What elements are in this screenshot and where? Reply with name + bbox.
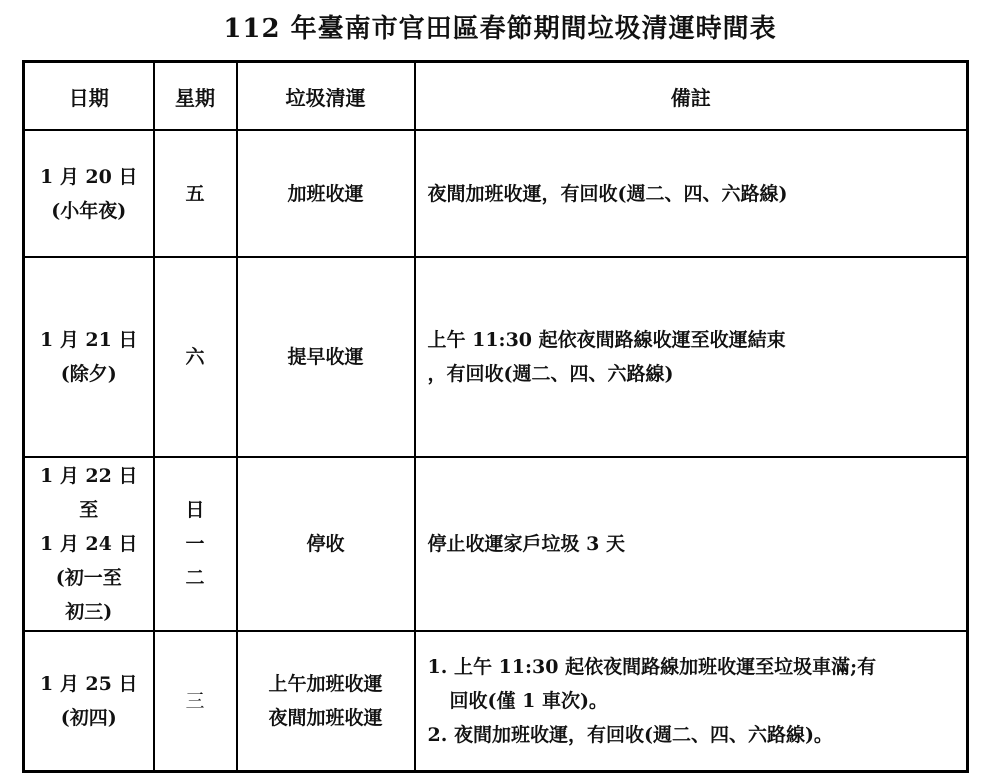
collection-cell: 停收: [237, 457, 415, 631]
weekday-cell: 三: [154, 631, 237, 772]
date-text: 1 月 22 日: [39, 465, 138, 487]
note-cell: [415, 457, 968, 631]
collection-cell: [237, 631, 415, 772]
collection-text: 夜間加班收運: [268, 707, 383, 729]
date-cell: [24, 257, 154, 457]
table-header-row: [24, 62, 968, 131]
table-row: [24, 130, 968, 257]
weekday-cell: 五: [154, 130, 237, 257]
header-notes: 備註: [415, 62, 968, 131]
page-title: 112 年臺南市官田區春節期間垃圾清運時間表: [223, 14, 777, 44]
weekday-text: 日: [185, 499, 205, 521]
date-text: 1 月 25 日: [39, 673, 138, 695]
weekday-text: 二: [185, 567, 205, 589]
date-cell: [24, 130, 154, 257]
collection-cell: 加班收運: [237, 130, 415, 257]
header-date: 日期: [24, 62, 154, 131]
date-subtext: (初一至: [55, 567, 122, 589]
header-weekday: 星期: [154, 62, 237, 131]
date-subtext: (小年夜): [51, 199, 127, 222]
note-text: 上午 11:30 起依夜間路線收運至收運結束: [427, 329, 786, 351]
note-list-item: 1. 上午 11:30 起依夜間路線加班收運至垃圾車滿;有: [427, 656, 877, 678]
date-subtext: (初四): [60, 707, 117, 729]
weekday-cell: 六: [154, 257, 237, 457]
table-row: [24, 631, 968, 772]
table-row: [24, 457, 968, 631]
weekday-cell: [154, 457, 237, 631]
collection-cell: 提早收運: [237, 257, 415, 457]
note-cell: [415, 631, 968, 772]
date-text: 1 月 20 日: [39, 165, 138, 188]
date-subtext: 初三): [65, 601, 113, 623]
note-text: 停止收運家戶垃圾 3 天: [427, 533, 625, 555]
date-subtext: (除夕): [60, 363, 117, 385]
note-list-item: 2. 夜間加班收運，有回收(週二、四、六路線)。: [427, 724, 833, 746]
date-text: 至: [79, 499, 99, 521]
date-cell: [24, 457, 154, 631]
date-text: 1 月 21 日: [39, 329, 138, 351]
note-cell: [415, 130, 968, 257]
weekday-text: 一: [185, 533, 205, 555]
note-list-item-continued: 回收(僅 1 車次)。: [449, 690, 608, 712]
collection-text: 上午加班收運: [268, 673, 383, 695]
header-collection: 垃圾清運: [237, 62, 415, 131]
note-text: ，有回收(週二、四、六路線): [427, 363, 674, 385]
date-text: 1 月 24 日: [39, 533, 138, 555]
date-cell: [24, 631, 154, 772]
table-row: [24, 257, 968, 457]
schedule-table: [22, 60, 969, 773]
note-text: 夜間加班收運，有回收(週二、四、六路線): [427, 182, 788, 205]
note-cell: [415, 257, 968, 457]
